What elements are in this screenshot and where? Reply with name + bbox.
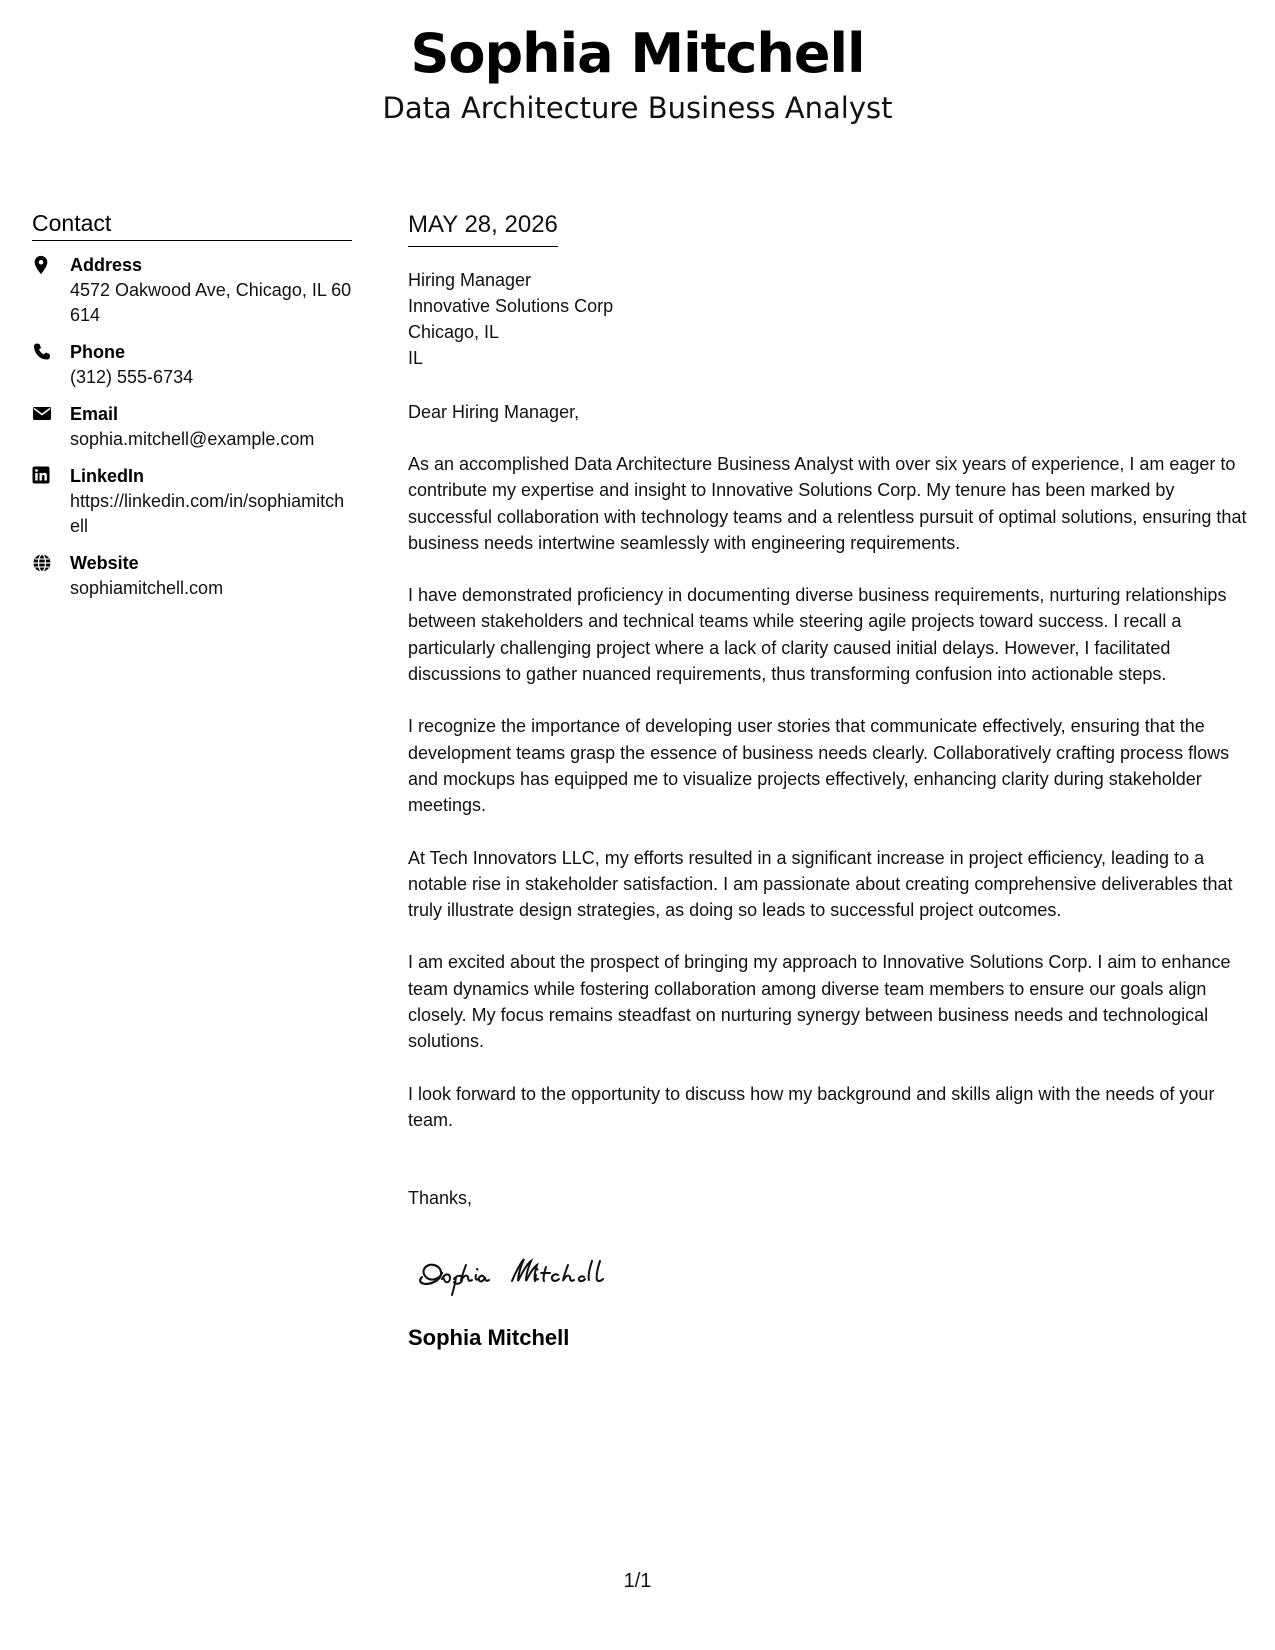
salutation: Dear Hiring Manager, (408, 402, 580, 422)
phone-icon (32, 340, 70, 390)
contact-heading: Contact (32, 208, 352, 241)
recipient-line: Hiring Manager (408, 270, 532, 290)
applicant-name: Sophia Mitchell (410, 22, 865, 85)
email-icon (32, 402, 70, 452)
map-pin-icon (32, 253, 70, 328)
letter-paragraph: As an accomplished Data Architecture Business Analyst with over six years of experience, I am eager to contribute my expertise and insight to Innovative Solutions Corp. My tenure has been marked by successful collaboration with technology teams and a relentless pursuit of optimal solutions, ensuring that business needs intertwine seamlessly with engineering requirements. (408, 454, 1247, 553)
resume-header (0, 20, 1275, 126)
letter-paragraph: I recognize the importance of developing user stories that communicate effectively, ensuring that the development teams grasp the essence of business needs clearly. Collaboratively crafting process flows and mockups has equipped me to visualize projects effectively, enhancing clarity during stakeholder meetings. (408, 716, 1230, 816)
contact-item-website (32, 551, 352, 601)
letter-body (408, 210, 1253, 1352)
letter-paragraph: At Tech Innovators LLC, my efforts resulted in a significant increase in project efficiency, leading to a notable rise in stakeholder satisfaction. I am passionate about creating comprehensive deliverables that truly illustrate design strategies, as doing so leads to successful project outcomes. (408, 847, 1233, 921)
contact-label: Website (70, 553, 139, 573)
contact-item-email (32, 402, 352, 452)
recipient-line: IL (408, 348, 424, 368)
email-value[interactable]: sophia.mitchell@example.com (70, 429, 315, 449)
globe-icon (32, 551, 70, 601)
contact-item-linkedin (32, 464, 352, 539)
contact-item-phone (32, 340, 352, 390)
signer-name: Sophia Mitchell (408, 1325, 570, 1351)
handwritten-signature (408, 1239, 668, 1299)
recipient-line: Chicago, IL (408, 322, 500, 342)
contact-sidebar (32, 208, 352, 613)
website-value[interactable]: sophiamitchell.com (70, 578, 224, 598)
contact-label: Email (70, 404, 119, 424)
letter-paragraph: I have demonstrated proficiency in documenting diverse business requirements, nurturing relationships between stakeholders and technical teams while steering agile projects toward success. I recall a particularly challenging project where a lack of clarity caused initial delays. However, I facilitated discussions to gather nuanced requirements, thus transforming confusion into actionable steps. (408, 585, 1227, 685)
address-value: 4572 Oakwood Ave, Chicago, IL 60614 (70, 280, 352, 325)
closing: Thanks, (408, 1188, 473, 1209)
applicant-title: Data Architecture Business Analyst (382, 91, 893, 125)
page-number: 1/1 (623, 1570, 652, 1592)
linkedin-icon (32, 464, 70, 539)
recipient-line: Innovative Solutions Corp (408, 296, 614, 316)
contact-label: Address (70, 255, 143, 275)
linkedin-value[interactable]: https://linkedin.com/in/sophiamitchell (70, 491, 345, 536)
phone-value: (312) 555-6734 (70, 367, 194, 387)
contact-item-address (32, 253, 352, 328)
recipient-block (408, 267, 1253, 371)
contact-label: Phone (70, 342, 126, 362)
letter-date: MAY 28, 2026 (408, 210, 558, 247)
contact-label: LinkedIn (70, 466, 145, 486)
letter-paragraph: I look forward to the opportunity to discuss how my background and skills align with the needs of your team. (408, 1083, 1215, 1130)
letter-paragraph: I am excited about the prospect of bringing my approach to Innovative Solutions Corp. I aim to enhance team dynamics while fostering collaboration among diverse team members to ensure our goals align closely. My focus remains steadfast on nurturing synergy between business needs and technological solutions. (408, 952, 1231, 1052)
